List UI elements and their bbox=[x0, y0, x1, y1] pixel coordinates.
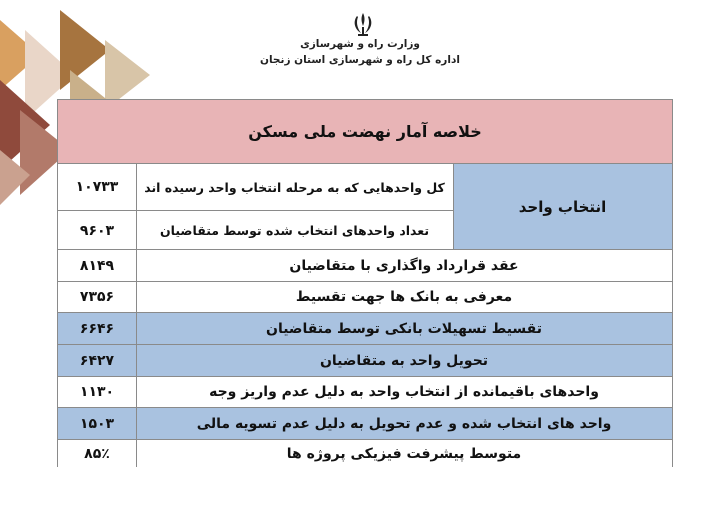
department-name: اداره کل راه و شهرسازی استان زنجان bbox=[260, 54, 460, 66]
row-label: تعداد واحدهای انتخاب شده توسط متقاضیان bbox=[159, 223, 430, 238]
unit-selection-group bbox=[58, 164, 672, 250]
row-label: واحدهای باقیمانده از انتخاب واحد به دلیل عدم واریز وجه bbox=[209, 384, 599, 400]
row-value: ۱۵۰۳ bbox=[79, 415, 115, 432]
row-value: ۶۴۲۷ bbox=[79, 352, 115, 369]
row-label: معرفی به بانک ها جهت تقسیط bbox=[295, 289, 513, 305]
row-label: عقد قرارداد واگذاری با متقاضیان bbox=[289, 257, 519, 274]
row-value: ۱۱۳۰ bbox=[79, 384, 115, 400]
row-value: ۷۳۵۶ bbox=[79, 289, 115, 305]
iran-emblem-icon bbox=[349, 10, 377, 38]
housing-stats-table bbox=[57, 99, 673, 467]
table-row bbox=[58, 211, 453, 250]
row-value: ۸۱۴۹ bbox=[79, 257, 115, 274]
row-value: ۶۶۴۶ bbox=[79, 320, 115, 337]
table-row bbox=[58, 440, 672, 467]
row-label: تحویل واحد به متقاضیان bbox=[319, 352, 489, 369]
ministry-name: وزارت راه و شهرسازی bbox=[300, 38, 420, 50]
row-label: تقسیط تسهیلات بانکی توسط متقاضیان bbox=[266, 320, 542, 337]
row-value: ۱۰۷۳۳ bbox=[75, 179, 119, 195]
table-title-row bbox=[58, 100, 672, 164]
table-row bbox=[58, 313, 672, 345]
table-row bbox=[58, 282, 672, 313]
table-row bbox=[58, 250, 672, 282]
row-label: متوسط پیشرفت فیزیکی پروژه ها bbox=[286, 445, 522, 462]
row-value: ۸۵٪ bbox=[84, 445, 110, 462]
table-row bbox=[58, 377, 672, 408]
unit-selection-label: انتخاب واحد bbox=[453, 164, 672, 249]
row-value: ۹۶۰۳ bbox=[79, 222, 115, 239]
table-row bbox=[58, 345, 672, 377]
row-label: کل واحدهایی که به مرحله انتخاب واحد رسیده اند bbox=[144, 179, 445, 195]
table-row bbox=[58, 164, 453, 211]
table-title: خلاصه آمار نهضت ملی مسکن bbox=[248, 122, 482, 141]
row-label: واحد های انتخاب شده و عدم تحویل به دلیل عدم تسویه مالی bbox=[196, 415, 612, 432]
table-row bbox=[58, 408, 672, 440]
